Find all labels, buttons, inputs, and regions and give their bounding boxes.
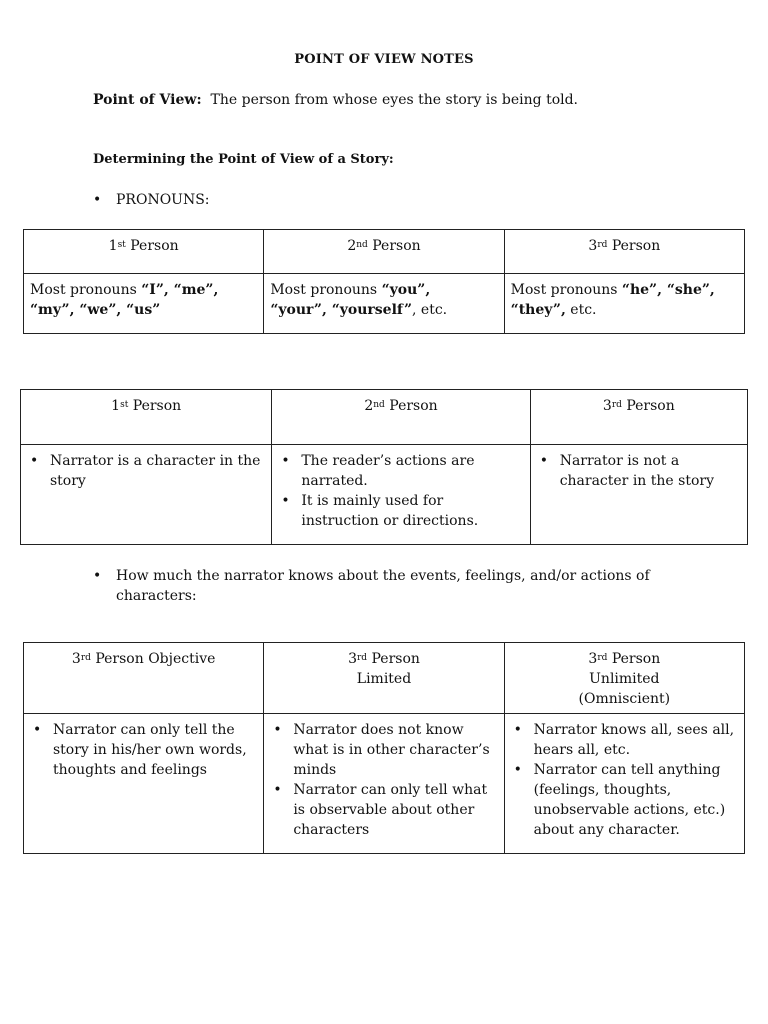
list-item: • Narrator can tell anything (feelings, thoughts, unobservable actions, etc.) about any character. — [511, 760, 738, 840]
section-subheading: Determining the Point of View of a Story: — [93, 152, 394, 167]
t1-header-2: 2nd Person — [264, 230, 504, 274]
list-item: • Narrator knows all, sees all, hears all, etc. — [511, 720, 738, 760]
t1-cell-1: Most pronouns “I”, “me”, “my”, “we”, “us” — [24, 274, 264, 334]
t3-cell-3 — [504, 714, 744, 854]
bullet-knowledge: • How much the narrator knows about the events, feelings, and/or actions of characters: — [93, 566, 693, 606]
list-item: • Narrator can only tell the story in his/her own words, thoughts and feelings — [30, 720, 257, 780]
definition — [93, 92, 578, 108]
page-title: POINT OF VIEW NOTES — [294, 52, 474, 67]
bullet-knowledge-text: How much the narrator knows about the events, feelings, and/or actions of characters: — [116, 568, 650, 604]
pronouns-table — [23, 229, 745, 334]
narrator-table — [20, 389, 748, 545]
list-item: • Narrator is a character in the story — [27, 451, 265, 491]
definition-term: Point of View: — [93, 92, 202, 108]
list-item: • It is mainly used for instruction or directions. — [278, 491, 523, 531]
t2-cell-1 — [21, 445, 272, 545]
list-item: • Narrator is not a character in the story — [537, 451, 741, 491]
t3-cell-2 — [264, 714, 504, 854]
list-item: • Narrator can only tell what is observable about other characters — [270, 780, 497, 840]
list-item: • Narrator does not know what is in other character’s minds — [270, 720, 497, 780]
t2-cell-3 — [530, 445, 747, 545]
t3-header-1: 3rd Person Objective — [24, 643, 264, 714]
third-person-table — [23, 642, 745, 854]
t1-header-3: 3rd Person — [504, 230, 744, 274]
definition-text: The person from whose eyes the story is being told. — [210, 92, 579, 108]
bullet-pronouns: • PRONOUNS: — [93, 192, 210, 208]
t1-header-1: 1st Person — [24, 230, 264, 274]
t2-header-3: 3rd Person — [530, 390, 747, 445]
t3-cell-1 — [24, 714, 264, 854]
t1-cell-3: Most pronouns “he”, “she”, “they”, etc. — [504, 274, 744, 334]
t2-header-1: 1st Person — [21, 390, 272, 445]
t3-header-2: 3rd Person Limited — [264, 643, 504, 714]
t1-cell-2: Most pronouns “you”, “your”, “yourself”, etc. — [264, 274, 504, 334]
t2-header-2: 2nd Person — [272, 390, 530, 445]
list-item: • The reader’s actions are narrated. — [278, 451, 523, 491]
t2-cell-2 — [272, 445, 530, 545]
bullet-pronouns-text: PRONOUNS: — [116, 192, 210, 208]
t3-header-3: 3rd Person Unlimited (Omniscient) — [504, 643, 744, 714]
